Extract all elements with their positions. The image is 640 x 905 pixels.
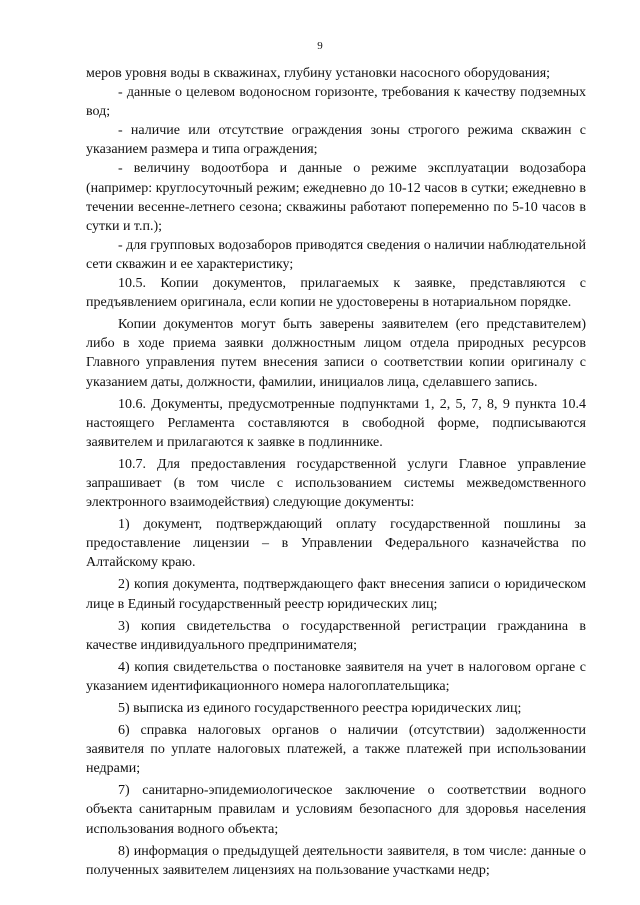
body-text [86,64,586,880]
page-number: 9 [317,40,323,52]
list-item-7: 7) санитарно-эпидемиологическое заключение о соответствии водного объекта санитарным правилам и условиям безопасного для здоровья населения использования водного объекта; [86,783,586,837]
paragraph-10-7: 10.7. Для предоставления государственной услуги Главное управление запрашивает (в том числе с использованием системы межведомственного электронного взаимодействия) следующие документы: [86,456,586,511]
list-item-8: 8) информация о предыдущей деятельности заявителя, в том числе: данные о полученных заявителем лицензиях на пользование участками недр; [86,843,586,878]
list-item-5: 5) выписка из единого государственного реестра юридических лиц; [118,701,522,716]
paragraph-continuation: меров уровня воды в скважинах, глубину установки насосного оборудования; [86,66,551,81]
paragraph-aquifer-data: - данные о целевом водоносном горизонте, требования к качеству подземных вод; [86,85,586,120]
list-item-3: 3) копия свидетельства о государственной регистрации гражданина в качестве индивидуального предпринимателя; [86,618,586,653]
list-item-1: 1) документ, подтверждающий оплату государственной пошлины за предоставление лицензии – в Управлении Федерального казначейства по Алтайскому краю. [86,517,586,571]
paragraph-10-5: 10.5. Копии документов, прилагаемых к заявке, представляются с предъявлением оригинала, если копии не удостоверены в нотариальном порядке. [86,276,586,311]
list-item-2: 2) копия документа, подтверждающего факт внесения записи о юридическом лице в Единый государственный реестр юридических лиц; [86,577,586,612]
paragraph-fencing: - наличие или отсутствие ограждения зоны строгого режима скважин с указанием размера и типа ограждения; [86,123,586,158]
paragraph-water-intake-volume: - величину водоотбора и данные о режиме эксплуатации водозабора (например: круглосуточный режим; ежедневно до 10-12 часов в сутки; ежедневно в течении весенне-летнего сезона; скважины работают попеременно по 5-10 часов в сутки и т.п.); [86,161,586,234]
paragraph-group-intakes: - для групповых водозаборов приводятся сведения о наличии наблюдательной сети скважин и ее характеристику; [86,237,586,272]
paragraph-copies-certification: Копии документов могут быть заверены заявителем (его представителем) либо в ходе приема заявки должностным лицом отдела природных ресурсов Главного управления путем внесения записи о соответствии копии оригиналу с указанием даты, должности, фамилии, инициалов лица, сделавшего запись. [86,317,586,390]
list-item-4: 4) копия свидетельства о постановке заявителя на учет в налоговом органе с указанием идентификационного номера налогоплательщика; [86,659,586,694]
paragraph-10-6: 10.6. Документы, предусмотренные подпунктами 1, 2, 5, 7, 8, 9 пункта 10.4 настоящего Регламента составляются в свободной форме, подписываются заявителем и прилагаются к заявке в подлиннике. [86,396,586,450]
list-item-6: 6) справка налоговых органов о наличии (отсутствии) задолженности заявителя по уплате налоговых платежей, а также платежей при использовании недрами; [86,723,586,777]
